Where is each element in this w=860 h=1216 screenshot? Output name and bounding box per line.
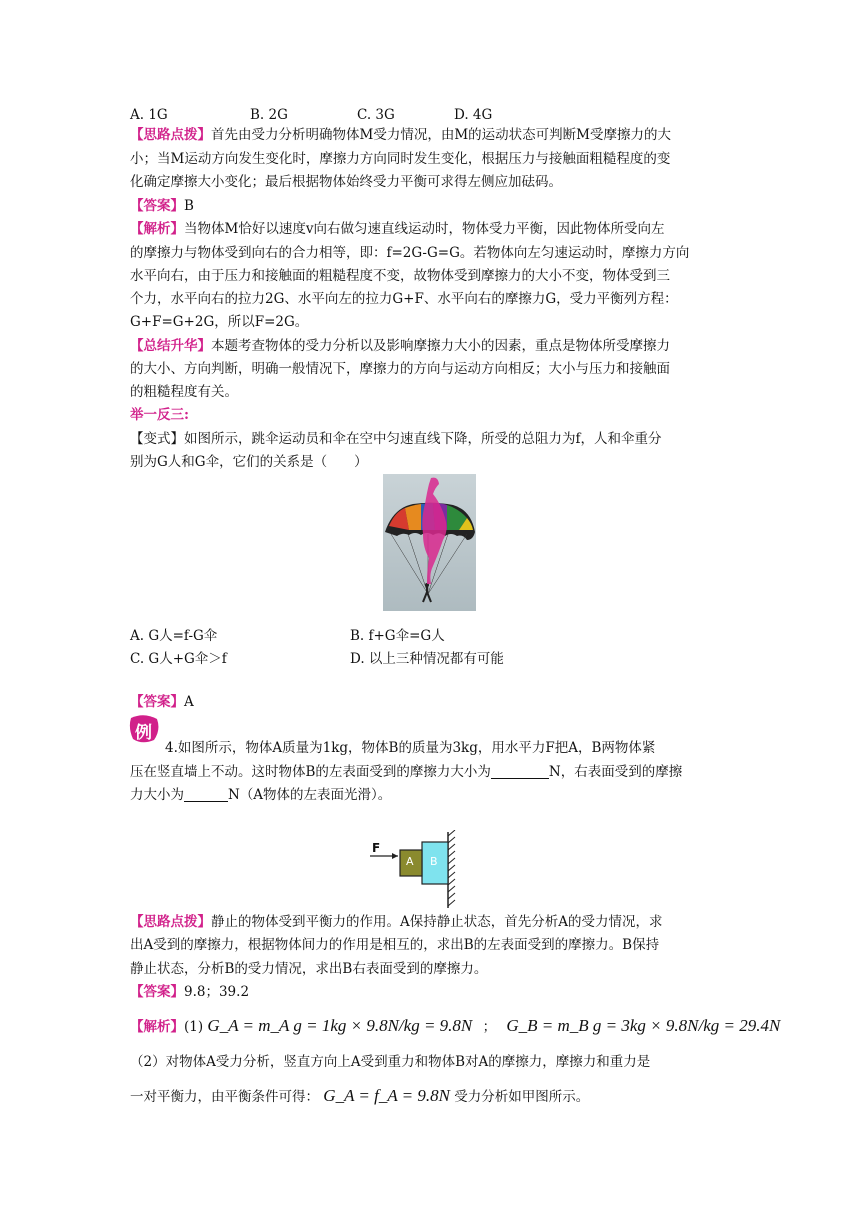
- variant-option-b: B. f+G伞=G人: [350, 628, 445, 644]
- example4-line-3: 力大小为 N（A物体的左表面光滑）。: [130, 787, 392, 803]
- equation-fa: G_A = f_A = 9.8N: [323, 1086, 450, 1105]
- hint-line-2: 小；当M运动方向发生变化时，摩擦力方向同时发生变化，根据压力与接触面粗糙程度的变: [130, 151, 671, 167]
- option-c: C. 3G: [357, 107, 395, 123]
- answer-line: 【答案】B: [130, 198, 194, 214]
- variant-option-a: A. G人=f-G伞: [130, 628, 218, 644]
- block-diagram: [368, 830, 468, 912]
- equation-gb: G_B = m_B g = 3kg × 9.8N/kg = 29.4N: [506, 1016, 781, 1035]
- hint-line-3: 化确定摩擦大小变化；最后根据物体始终受力平衡可求得左侧应加砝码。: [130, 174, 562, 190]
- ex4-answer-line: 【答案】9.8；39.2: [130, 984, 250, 1000]
- parachute-photo: [383, 474, 476, 611]
- analysis-line-3: 水平向右，由于压力和接触面的粗糙程度不变，故物体受到摩擦力的大小不变，物体受到三: [130, 268, 670, 284]
- force-label-f: F: [372, 841, 381, 855]
- answer-tag: 【答案】: [130, 198, 184, 214]
- variant-line-1: 【变式】如图所示，跳伞运动员和伞在空中匀速直线下降，所受的总阻力为f，人和伞重分: [130, 431, 662, 447]
- section-heading: 举一反三:: [130, 407, 189, 423]
- answer-blank-2[interactable]: [184, 787, 228, 802]
- variant-answer-line: 【答案】A: [130, 694, 194, 710]
- analysis-line-5: G+F=G+2G，所以F=2G。: [130, 314, 309, 330]
- hint-tag: 【思路点拨】: [130, 127, 211, 143]
- summary-line-1: 【总结升华】本题考查物体的受力分析以及影响摩擦力大小的因素，重点是物体所受摩擦力: [130, 338, 670, 354]
- ex4-hint-line-1: 【思路点拨】静止的物体受到平衡力的作用。A保持静止状态，首先分析A的受力情况，求: [130, 914, 663, 930]
- option-a: A. 1G: [130, 107, 168, 123]
- option-d: D. 4G: [454, 107, 493, 123]
- analysis-line-4: 个力，水平向右的拉力2G、水平向左的拉力G+F、水平向右的摩擦力G，受力平衡列方程：: [130, 291, 678, 307]
- ex4-hint-line-2: 出A受到的摩擦力，根据物体间力的作用是相互的，求出B的左表面受到的摩擦力。B保持: [130, 937, 660, 953]
- ex4-analysis-line-1: 【解析】(1) G_A = m_A g = 1kg × 9.8N/kg = 9.8N ； G_B = m_B g = 3kg × 9.8N/kg = 29.4N: [130, 1016, 781, 1035]
- example-badge-label: 例: [135, 723, 152, 743]
- variant-option-d: D. 以上三种情况都有可能: [350, 651, 504, 667]
- ex4-analysis-line-2: （2）对物体A受力分析，竖直方向上A受到重力和物体B对A的摩擦力，摩擦力和重力是: [130, 1054, 651, 1070]
- example4-line-1: 4.如图所示，物体A质量为1kg，物体B的质量为3kg，用水平力F把A，B两物体紧: [165, 740, 656, 756]
- analysis-line-2: 的摩擦力与物体受到向右的合力相等，即：f=2G-G=G。若物体向左匀速运动时，摩擦力方向: [130, 245, 690, 261]
- variant-line-2: 别为G人和G伞，它们的关系是（ ）: [130, 454, 368, 470]
- ex4-hint-line-3: 静止状态，分析B的受力情况，求出B右表面受到的摩擦力。: [130, 961, 488, 977]
- equation-ga: G_A = m_A g = 1kg × 9.8N/kg = 9.8N: [207, 1016, 473, 1035]
- block-b-label: B: [430, 855, 438, 868]
- analysis-tag: 【解析】: [130, 221, 184, 237]
- variant-tag: 【变式】: [130, 431, 184, 447]
- hint-line-1: 【思路点拨】首先由受力分析明确物体M受力情况，由M的运动状态可判断M受摩擦力的大: [130, 127, 671, 143]
- summary-line-3: 的粗糙程度有关。: [130, 384, 238, 400]
- option-b: B. 2G: [250, 107, 288, 123]
- example4-line-2: 压在竖直墙上不动。这时物体B的左表面受到的摩擦力大小为 N，右表面受到的摩擦: [130, 764, 683, 780]
- variant-option-c: C. G人+G伞＞f: [130, 651, 227, 667]
- answer-blank-1[interactable]: [491, 764, 549, 779]
- example-badge: [128, 714, 160, 744]
- summary-line-2: 的大小、方向判断，明确一般情况下，摩擦力的方向与运动方向相反；大小与压力和接触面: [130, 361, 670, 377]
- block-a-label: A: [406, 855, 414, 868]
- ex4-analysis-line-3: 一对平衡力，由平衡条件可得： G_A = f_A = 9.8N 受力分析如甲图所示。: [130, 1086, 590, 1105]
- summary-tag: 【总结升华】: [130, 338, 211, 354]
- analysis-line-1: 【解析】当物体M恰好以速度v向右做匀速直线运动时，物体受力平衡，因此物体所受向左: [130, 221, 665, 237]
